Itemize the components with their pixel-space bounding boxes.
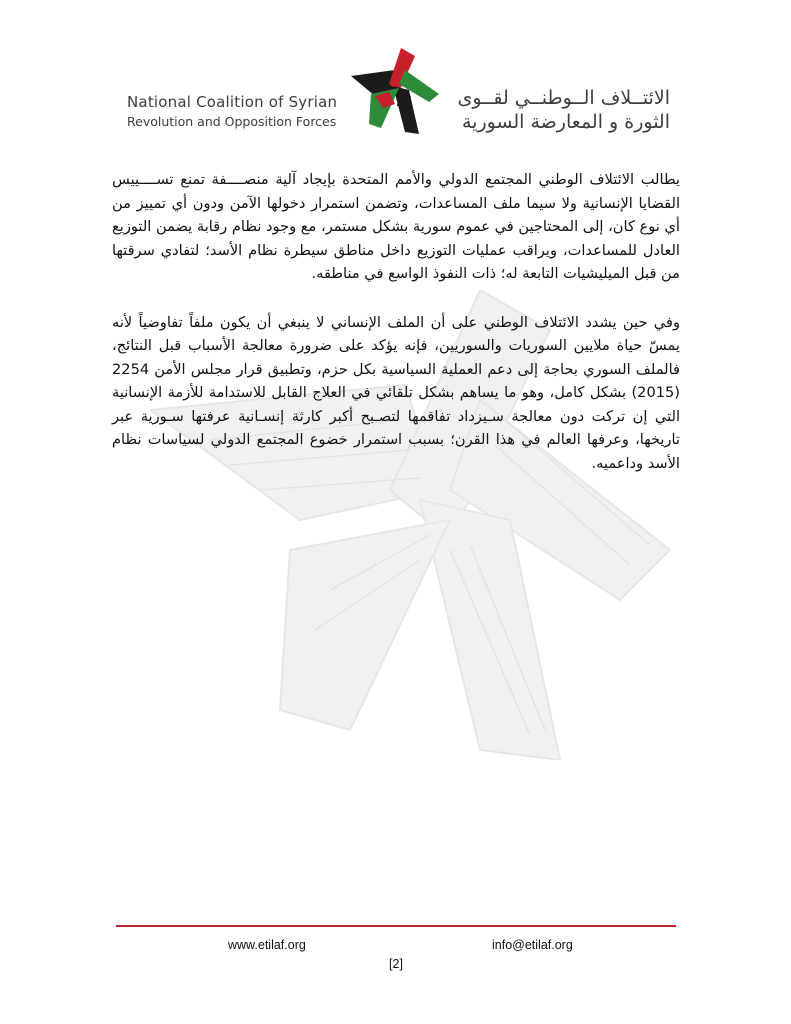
org-name-en-line2: Revolution and Opposition Forces: [127, 114, 337, 129]
org-name-en-line1: National Coalition of Syrian: [127, 93, 338, 111]
document-body: [112, 168, 680, 500]
org-name-ar-line1: الائتــلاف الــوطنــي لقــوى: [457, 87, 670, 109]
org-name-english: [127, 92, 357, 132]
footer-email[interactable]: info@etilaf.org: [492, 938, 573, 952]
footer-website[interactable]: www.etilaf.org: [228, 938, 306, 952]
letterhead: [0, 0, 791, 150]
paragraph-1: يطالب الائتلاف الوطني المجتمع الدولي والأمم المتحدة بإيجاد آلية منصــــفة تمنع تســــييس القضايا الإنسانية ولا سيما ملف المساعدات، وتضمن استمرار دخولها الآمن ودون أي تمييز من أي نوع كان، إلى المحتاجين في عموم سورية بشكل مستمر، مع وجود نظام رقابة يضمن التوزيع العادل للمساعدات، ويراقب عمليات التوزيع داخل مناطق سيطرة نظام الأسد؛ لتفادي سرقتها من قبل الميليشيات التابعة له؛ ذات النفوذ الواسع في مناطقه.: [112, 171, 680, 282]
star-logo-icon: [349, 48, 441, 136]
org-name-arabic: [445, 86, 670, 134]
page-number: [2]: [389, 957, 403, 971]
paragraph-2: وفي حين يشدد الائتلاف الوطني على أن الملف الإنساني لا ينبغي أن يكون ملفاً تفاوضياً لأنه يمسّ حياة ملايين السوريات والسوريين، فإنه يؤكد على ضرورة معالجة الأسباب قبل النتائج، فالملف السوري بحاجة إلى دعم العملية السياسية بكل حزم، وتطبيق قرار مجلس الأمن 2254 (2015) بشكل كامل، وهو ما يساهم بشكل تلقائي في العلاج القابل للاستدامة للأزمة الإنسانية التي إن تركت دون معالجة سـيزداد تفاقمها لتصـبح أكبر كارثة إنسـانية عرفتها سـورية عبر تاريخها، وعرفها العالم في هذا القرن؛ بسبب استمرار خضوع المجتمع الدولي لسياسات نظام الأسد وداعميه.: [112, 313, 680, 472]
footer-divider: [116, 925, 676, 927]
org-name-ar-line2: الثورة و المعارضة السورية: [461, 111, 670, 133]
